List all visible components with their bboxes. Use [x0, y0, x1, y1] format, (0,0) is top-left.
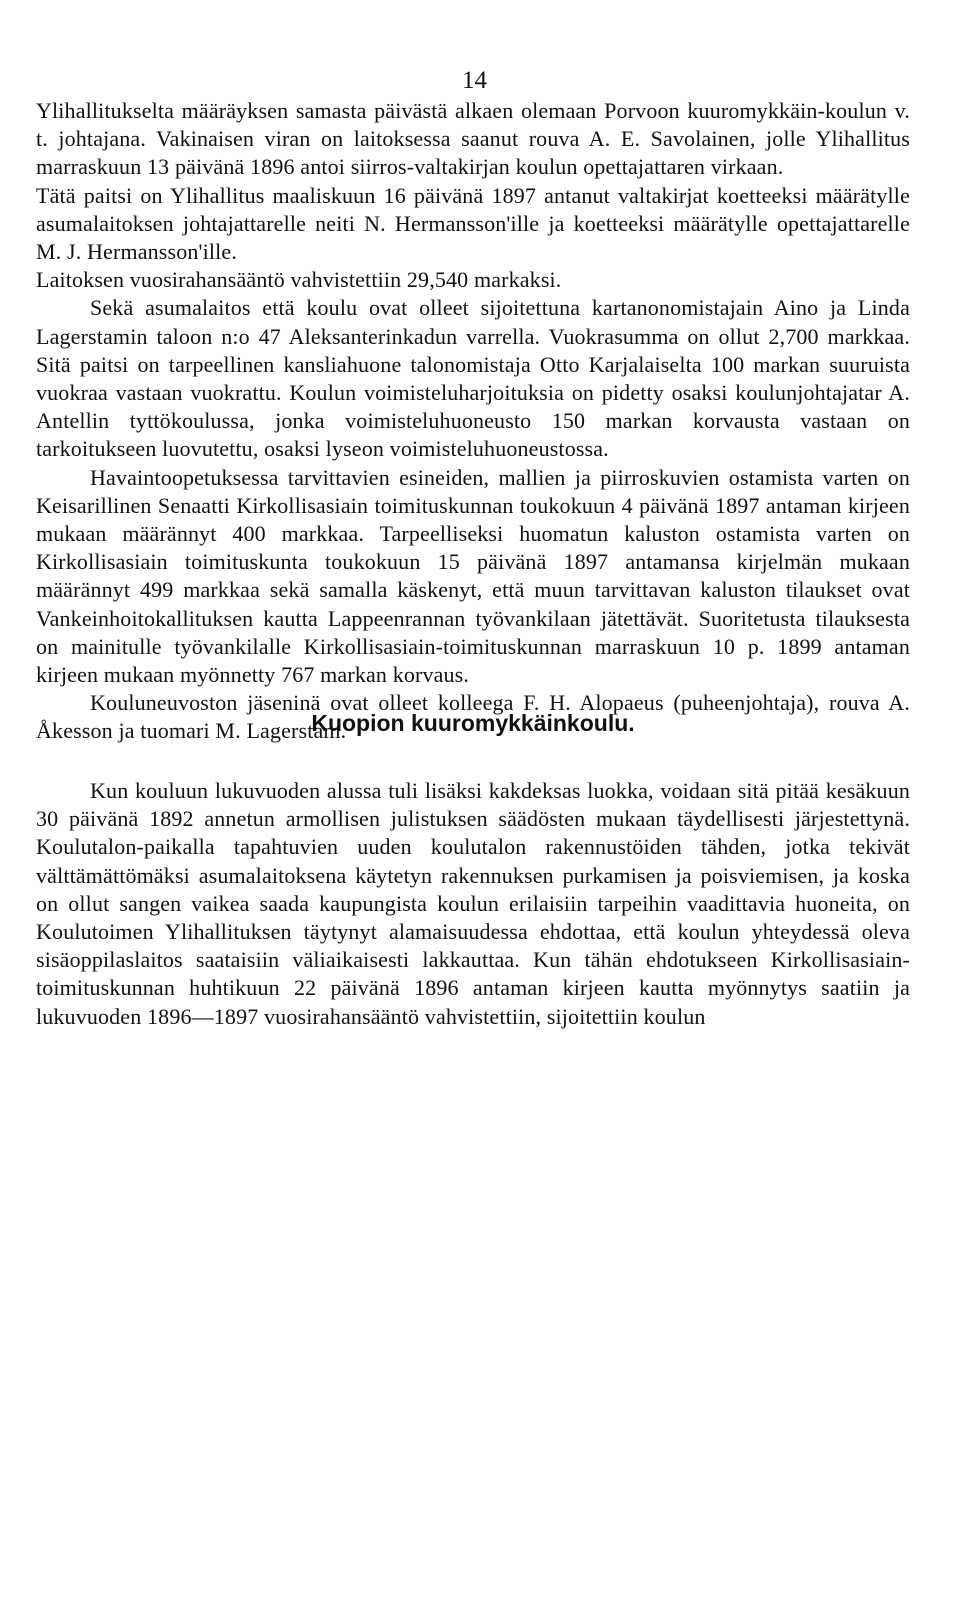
paragraph-2: Tätä paitsi on Ylihallitus maaliskuun 16 päivänä 1897 antanut valtakirjat koetteeksi määrätylle asumalaitoksen johtajattarelle neiti N. Hermansson'ille ja koetteeksi määrätylle opettajattarelle M. J. Hermansson'ille. [36, 182, 910, 265]
section-heading: Kuopion kuuromykkäinkoulu. [311, 710, 635, 736]
paragraph-5: Havaintoopetuksessa tarvittavien esineiden, mallien ja piirroskuvien ostamista varten on Keisarillinen Senaatti Kirkollisasiain toimituskunnan toukokuun 4 päivänä 1897 antaman kirjeen mukaan määrännyt 400 markkaa. Tarpeelliseksi huomatun kaluston ostamista varten on Kirkollisasiain toimituskunta toukokuun 15 päivänä 1897 antamansa kirjelmän mukaan määrännyt 499 markkaa sekä samalla käskenyt, että muun tarvittavan kaluston tilaukset ovat Vankeinhoitokallituksen kautta Lappeenrannan työvankilaan jätettävät. Suoritetusta tilauksesta on mainitulle työvankilalle Kirkollisasiain-toimituskunnan marraskuun 10 p. 1899 antaman kirjeen mukaan myönnetty 767 markan korvaus. [36, 464, 910, 688]
paragraph-3: Laitoksen vuosirahansääntö vahvistettiin 29,540 markaksi. [36, 267, 562, 293]
paragraph-1: Ylihallitukselta määräyksen samasta päivästä alkaen olemaan Porvoon kuuromykkäin-koulun v. t. johtajana. Vakinaisen viran on laitoksessa saanut rouva A. E. Savolainen, jolle Ylihallitus marraskuun 13 päivänä 1896 antoi siirros-valtakirjan koulun opettajattaren virkaan. [36, 98, 910, 180]
paragraph-7: Kun kouluun lukuvuoden alussa tuli lisäksi kakdeksas luokka, voidaan sitä pitää kesäkuun 30 päivänä 1892 annetun armollisen julistuksen säädösten mukaan täydellisesti järjestettynä. Koulutalon-paikalla tapahtuvien uuden koulutalon rakennustöiden tähden, jotka tekivät välttämättömäksi asumalaitoksena käytetyn rakennuksen purkamisen ja poisviemisen, ja koska on ollut sangen vaikea saada kaupungista koulun erilaisiin tarpeihin vaadittavia huoneita, on Koulutoimen Ylihallituksen täytynyt alamaisuudessa ehdottaa, että koulun yhteydessä oleva sisäoppilaslaitos saataisiin väliaikaisesti lakkauttaa. Kun tähän ehdotukseen Kirkollisasiain-toimituskunnan huhtikuun 22 päivänä 1896 antaman kirjeen kautta myönnytys saatiin ja lukuvuoden 1896—1897 vuosirahansääntö vahvistettiin, sijoitettiin koulun [36, 778, 910, 1029]
paragraph-6: Kouluneuvoston jäseninä ovat olleet kolleega F. H. Alopaeus (puheenjohtaja), rouva A. Åkesson ja tuomari M. Lagerstam. [36, 690, 910, 744]
paragraph-4: Sekä asumalaitos että koulu ovat olleet sijoitettuna kartanonomistajain Aino ja Linda Lagerstamin taloon n:o 47 Aleksanterinkadun varrella. Vuokrasumma on ollut 2,700 markkaa. Sitä paitsi on tarpeellinen kansliahuone talonomistaja Otto Karjalaiselta 100 markan suuruista vuokraa vastaan vuokrattu. Koulun voimisteluharjoituksia on pidetty osaksi koulunjohtajatar A. Antellin tyttökoulussa, jonka voimisteluhuoneusto 150 markan korvausta vastaan on tarkoitukseen luovutettu, osaksi lyseon voimisteluhuoneustossa. [36, 295, 910, 462]
page-number: 14 [462, 67, 487, 94]
body-text-bottom [36, 777, 910, 1031]
body-text-top [36, 97, 910, 746]
